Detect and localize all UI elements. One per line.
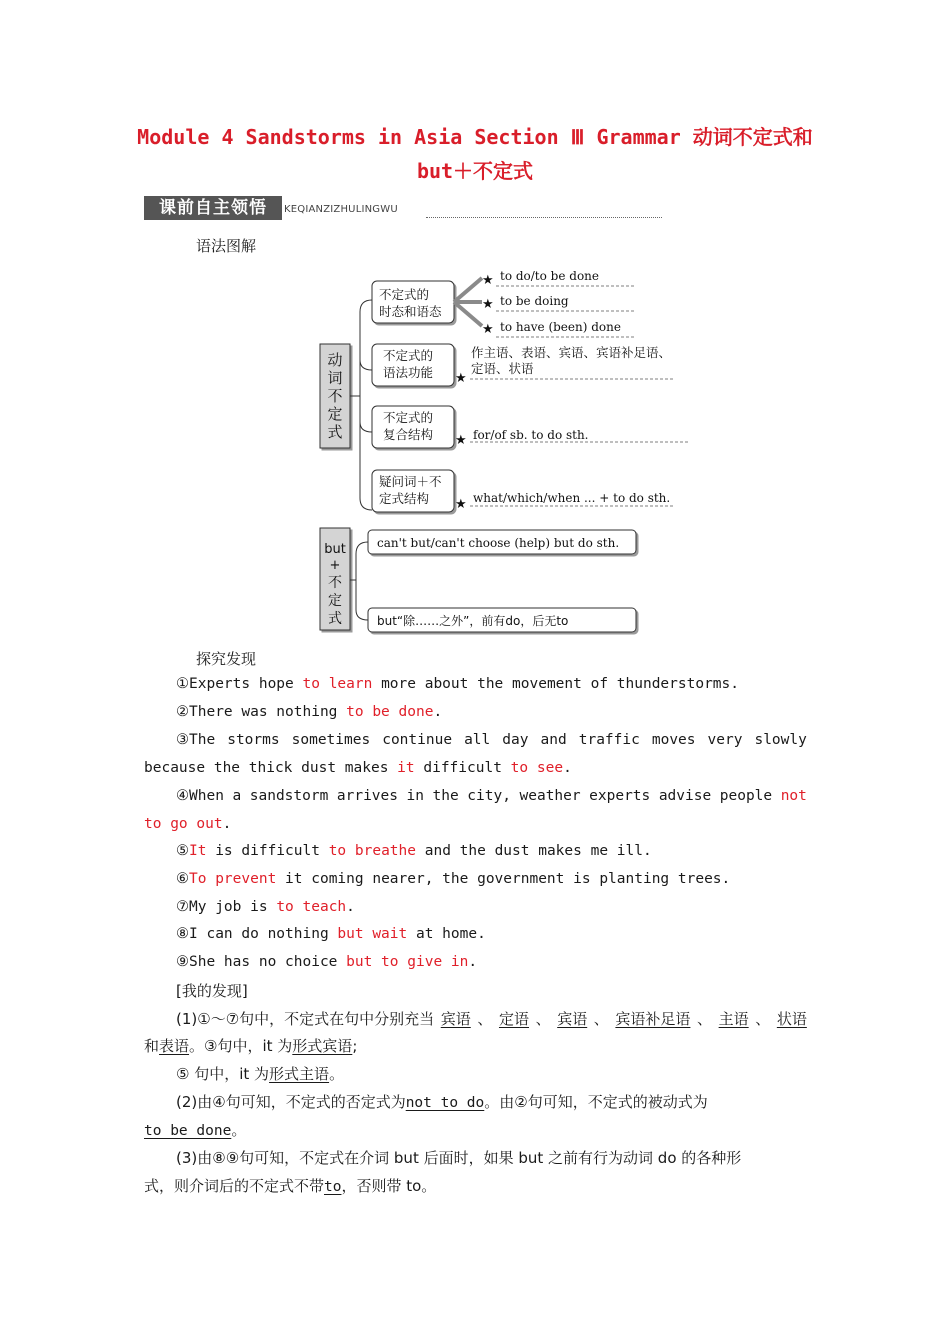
findings-heading: [我的发现] bbox=[176, 982, 248, 1000]
but-bracket bbox=[356, 542, 368, 620]
star-icon: ★ bbox=[455, 497, 467, 512]
root1-char: 动 bbox=[327, 351, 343, 369]
document-title bbox=[130, 120, 820, 188]
example-5 bbox=[144, 843, 807, 859]
example-number: ① bbox=[176, 676, 189, 692]
infinitive-highlight: To prevent bbox=[189, 871, 277, 887]
example-number: ⑥ bbox=[176, 871, 189, 887]
grammar-diagram bbox=[310, 262, 690, 642]
infinitive-highlight: to learn bbox=[302, 676, 373, 692]
answer-blank: to bbox=[324, 1179, 342, 1195]
but-item-text: can't but/can't choose (help) but do sth. bbox=[377, 536, 620, 550]
example-word: The bbox=[189, 732, 216, 748]
infinitive-highlight: but wait bbox=[337, 926, 408, 942]
title-line-2: but＋不定式 bbox=[416, 159, 534, 183]
example-2 bbox=[144, 704, 807, 720]
root1-char: 词 bbox=[327, 369, 343, 387]
tense-item: to be doing bbox=[500, 294, 569, 308]
example-text: is difficult bbox=[206, 843, 329, 859]
example-word: the bbox=[432, 788, 459, 804]
example-number: ⑦ bbox=[176, 899, 189, 915]
example-9 bbox=[144, 954, 807, 970]
star-icon: ★ bbox=[482, 297, 494, 312]
example-text: it coming nearer, the government is planting trees. bbox=[276, 871, 731, 887]
branch-label: 不定式的 bbox=[383, 410, 434, 425]
answer-blank: 定语 bbox=[498, 1010, 529, 1028]
root1-char: 式 bbox=[327, 423, 343, 441]
example-word: storms bbox=[227, 732, 280, 748]
example-text: because the thick dust makes bbox=[144, 760, 398, 776]
example-word: advise bbox=[658, 788, 712, 804]
example-word: people bbox=[719, 788, 773, 804]
example-text: Experts hope bbox=[189, 676, 303, 692]
infinitive-highlight: to go out bbox=[144, 816, 223, 832]
example-text: . bbox=[563, 760, 572, 776]
example-word: traffic bbox=[578, 732, 640, 748]
answer-blank: 状语 bbox=[776, 1010, 807, 1028]
infinitive-highlight: to be done bbox=[346, 704, 434, 720]
example-word: a bbox=[232, 788, 242, 804]
example-word: continue bbox=[382, 732, 453, 748]
example-word: moves bbox=[651, 732, 696, 748]
example-word: all bbox=[464, 732, 491, 748]
branch-label: 复合结构 bbox=[383, 427, 434, 442]
finding-1-line-1: (1)①～⑦句中，不定式在句中分别充当 宾语 、 定语 、 宾语 、 宾语补足语 、 主语 、 状语 bbox=[176, 1010, 807, 1028]
finding-2-line-1: (2)由④句可知，不定式的否定式为not to do。由②句可知，不定式的被动式为 bbox=[176, 1093, 708, 1111]
example-text: . bbox=[222, 816, 232, 832]
star-icon: ★ bbox=[482, 273, 494, 288]
example-number: ⑧ bbox=[176, 926, 189, 942]
infinitive-highlight: not bbox=[780, 788, 807, 804]
example-word: and bbox=[540, 732, 567, 748]
branch-label: 疑问词＋不 bbox=[379, 474, 442, 489]
question-word-text: what/which/when ... + to do sth. bbox=[473, 491, 671, 505]
answer-blank: 宾语补足语 bbox=[615, 1010, 691, 1028]
example-text: difficult bbox=[414, 760, 511, 776]
star-icon: ★ bbox=[482, 322, 494, 337]
example-word: day bbox=[502, 732, 529, 748]
branch-label: 语法功能 bbox=[383, 365, 434, 380]
infinitive-highlight: to teach bbox=[276, 899, 347, 915]
title-line-1: Module 4 Sandstorms in Asia Section Ⅲ Grammar 动词不定式和 bbox=[137, 125, 813, 149]
example-word: in bbox=[406, 788, 424, 804]
answer-blank: 宾语 bbox=[557, 1010, 588, 1028]
example-1 bbox=[144, 676, 807, 692]
example-number: ② bbox=[176, 704, 189, 720]
branch-label: 定式结构 bbox=[379, 491, 430, 506]
example-word: arrives bbox=[336, 788, 398, 804]
example-text: and the dust makes me ill. bbox=[416, 843, 652, 859]
example-number: ③ bbox=[176, 732, 189, 748]
example-text: My job is bbox=[189, 899, 277, 915]
root2-char: 定 bbox=[328, 593, 342, 609]
infinitive-highlight: but to give in bbox=[346, 954, 469, 970]
root2-char: + bbox=[329, 558, 341, 573]
finding-1-line-3: ⑤ 句中，it 为形式主语。 bbox=[176, 1065, 345, 1083]
example-text: There was nothing bbox=[189, 704, 347, 720]
example-text: . bbox=[433, 704, 443, 720]
answer-blank: to be done bbox=[144, 1123, 232, 1139]
example-6 bbox=[144, 871, 807, 887]
branch-label: 不定式的 bbox=[383, 348, 434, 363]
answer-blank: not to do bbox=[405, 1095, 485, 1111]
but-item-text: but“除……之外”，前有do，后无to bbox=[377, 614, 569, 628]
example-word: weather bbox=[519, 788, 581, 804]
root2-char: 式 bbox=[328, 611, 342, 627]
infinitive-highlight: It bbox=[189, 843, 207, 859]
tense-item: to do/to be done bbox=[500, 269, 600, 283]
infinitive-highlight: it bbox=[397, 760, 415, 776]
example-word: experts bbox=[589, 788, 651, 804]
finding-text: (1)①～⑦句中，不定式在句中分别充当 bbox=[176, 1010, 435, 1028]
example-word: When bbox=[189, 788, 224, 804]
example-word: sometimes bbox=[291, 732, 371, 748]
branch-label: 不定式的 bbox=[379, 287, 430, 302]
finding-3-line-2: 式，则介词后的不定式不带to，否则带 to。 bbox=[144, 1177, 437, 1195]
tense-item: to have (been) done bbox=[500, 320, 621, 334]
banner-dotted-rule bbox=[426, 217, 662, 218]
root1-char: 不 bbox=[327, 387, 343, 405]
branch-label: 时态和语态 bbox=[379, 304, 442, 319]
example-3-line-1 bbox=[144, 732, 807, 748]
finding-2-line-2: to be done。 bbox=[144, 1121, 247, 1139]
example-text: I can do nothing bbox=[189, 926, 338, 942]
infinitive-highlight: to see bbox=[510, 760, 564, 776]
finding-1-line-2: 和表语。③句中，it 为形式宾语; bbox=[144, 1037, 358, 1055]
example-3-line-2 bbox=[144, 760, 807, 776]
example-7 bbox=[144, 899, 807, 915]
star-icon: ★ bbox=[455, 371, 467, 386]
infinitive-highlight: to breathe bbox=[328, 843, 416, 859]
banner-title: 课前自主领悟 bbox=[144, 196, 282, 220]
answer-blank: 主语 bbox=[718, 1010, 749, 1028]
example-number: ⑨ bbox=[176, 954, 189, 970]
answer-blank: 表语 bbox=[159, 1037, 190, 1055]
explore-heading: 探究发现 bbox=[196, 650, 257, 668]
root2-char: 不 bbox=[328, 575, 342, 591]
answer-blank: 形式宾语 bbox=[292, 1037, 353, 1055]
main-bracket bbox=[360, 300, 372, 510]
example-word: city, bbox=[467, 788, 511, 804]
example-text: She has no choice bbox=[189, 954, 347, 970]
example-number: ⑤ bbox=[176, 843, 189, 859]
example-text: at home. bbox=[407, 926, 486, 942]
example-text: . bbox=[346, 899, 355, 915]
answer-blank: 形式主语 bbox=[269, 1065, 330, 1083]
example-number: ④ bbox=[176, 788, 189, 804]
example-word: very bbox=[707, 732, 743, 748]
banner-subtitle: KEQIANZIZHULINGWU bbox=[284, 204, 398, 215]
example-word: sandstorm bbox=[249, 788, 329, 804]
example-word: slowly bbox=[754, 732, 807, 748]
finding-3-line-1: (3)由⑧⑨句可知，不定式在介词 but 后面时，如果 but 之前有行为动词 do 的各种形 bbox=[176, 1149, 742, 1167]
function-text: 作主语、表语、宾语、宾语补足语、 bbox=[471, 345, 672, 360]
example-4-line-2 bbox=[144, 816, 807, 832]
grammar-heading: 语法图解 bbox=[196, 237, 257, 255]
function-text: 定语、状语 bbox=[471, 361, 534, 376]
root1-char: 定 bbox=[327, 405, 343, 423]
compound-text: for/of sb. to do sth. bbox=[473, 428, 589, 442]
star-icon: ★ bbox=[455, 433, 467, 448]
example-8 bbox=[144, 926, 807, 942]
example-4-line-1 bbox=[144, 788, 807, 804]
answer-blank: 宾语 bbox=[440, 1010, 471, 1028]
example-text: more about the movement of thunderstorms. bbox=[372, 676, 739, 692]
root2-char: but bbox=[324, 542, 346, 557]
example-text: . bbox=[468, 954, 478, 970]
